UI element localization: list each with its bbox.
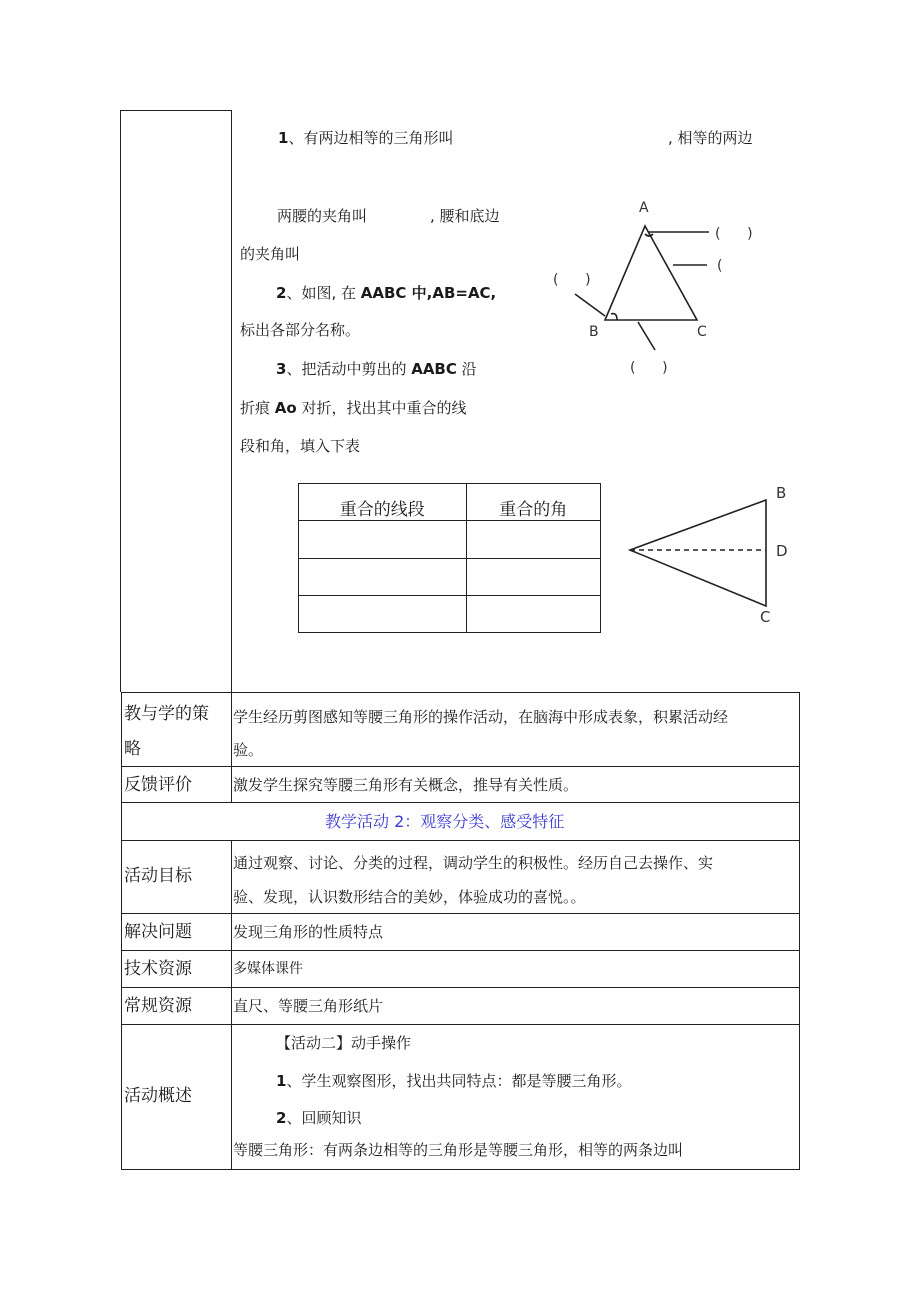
- problem-label: 解决问题: [124, 922, 192, 942]
- goal-text-l2: 验、发现，认识数形结合的美妙，体验成功的喜悦。。: [233, 888, 586, 906]
- feedback-label: 反馈评价: [124, 775, 192, 795]
- lower-table: [121, 692, 800, 1170]
- bracket-left: ( ): [553, 272, 591, 288]
- upper-divider: [231, 110, 232, 692]
- item3-bold: AABC: [411, 360, 457, 378]
- overlap-cell[interactable]: [466, 595, 600, 632]
- tech-resources-text: 多媒体课件: [233, 961, 303, 977]
- item2-num: 2: [276, 284, 287, 302]
- item3-line2-bold: Ao: [274, 399, 297, 417]
- tech-resources-label: 技术资源: [124, 959, 192, 979]
- item3-line2-b: 对折，找出其中重合的线: [296, 399, 467, 417]
- strategy-text-l1: 学生经历剪图感知等腰三角形的操作活动，在脑海中形成表象，积累活动经: [233, 708, 729, 726]
- item2-line2: 标出各部分名称。: [240, 321, 361, 339]
- overview-l2-num: 1: [276, 1072, 287, 1090]
- vertex-c2-label: C: [760, 608, 771, 626]
- strategy-text-l2: 验。: [233, 741, 264, 759]
- overlap-header-segments: 重合的线段: [299, 484, 467, 521]
- overview-l1: 【活动二】动手操作: [276, 1034, 412, 1052]
- item2-bold: AABC 中,AB=AC,: [360, 284, 497, 302]
- vertex-a-label: A: [639, 200, 649, 216]
- base-angle-mark: [611, 314, 617, 320]
- overlap-cell[interactable]: [299, 595, 467, 632]
- row-line: [121, 913, 800, 914]
- general-resources-text: 直尺、等腰三角形纸片: [233, 997, 384, 1015]
- item1-line: [278, 128, 453, 148]
- item3-line2-a: 折痕: [240, 399, 275, 417]
- item1-line3: 的夹角叫: [240, 245, 301, 263]
- row-line: [121, 1024, 800, 1025]
- problem-text: 发现三角形的性质特点: [233, 923, 384, 941]
- item1-text: 、有两边相等的三角形叫: [288, 129, 454, 147]
- overlap-cell[interactable]: [466, 521, 600, 558]
- triangle-bdc-outline: [630, 500, 766, 606]
- item1-line2-a: 两腰的夹角叫: [277, 207, 368, 225]
- general-resources-label: 常规资源: [124, 996, 192, 1016]
- vertex-d-label: D: [776, 542, 788, 560]
- item1-tail: , 相等的两边: [668, 129, 753, 147]
- lower-divider-a: [231, 692, 232, 802]
- goal-label: 活动目标: [124, 866, 192, 886]
- vertex-b2-label: B: [776, 484, 787, 502]
- overview-l2-text: 、学生观察图形，找出共同特点：都是等腰三角形。: [286, 1072, 632, 1090]
- item3-line2: [240, 398, 466, 418]
- row-line: [121, 987, 800, 988]
- bracket-apex: ( ): [715, 226, 753, 242]
- leader-left: [575, 294, 605, 316]
- overview-l3-text: 、回顾知识: [286, 1109, 362, 1127]
- item1-num: 1: [278, 129, 289, 147]
- goal-text-l1: 通过观察、讨论、分类的过程，调动学生的积极性。经历自己去操作、实: [233, 854, 714, 872]
- item3-num: 3: [276, 360, 287, 378]
- triangle-abc-outline: [605, 226, 697, 320]
- item1-line2-b: , 腰和底边: [430, 207, 500, 225]
- item3-line: [276, 359, 477, 379]
- triangle-abc-figure: [545, 190, 775, 380]
- item3-text: 、把活动中剪出的: [286, 360, 412, 378]
- strategy-label-l2: 略: [124, 739, 141, 759]
- overview-label: 活动概述: [124, 1086, 192, 1106]
- overlap-cell[interactable]: [466, 558, 600, 595]
- strategy-label-l1: 教与学的策: [124, 704, 209, 724]
- vertex-b-label: B: [589, 324, 599, 340]
- item2-text: 、如图, 在: [286, 284, 361, 302]
- row-line: [121, 766, 800, 767]
- leader-base: [638, 322, 655, 350]
- bracket-side: (: [717, 258, 723, 274]
- vertex-c-label: C: [697, 324, 707, 340]
- overview-l4: 等腰三角形：有两条边相等的三角形是等腰三角形，相等的两条边叫: [233, 1141, 684, 1159]
- lower-divider-b: [231, 840, 232, 1170]
- overlap-header-angles: 重合的角: [466, 484, 600, 521]
- overlap-table: [298, 483, 601, 633]
- overview-l3: [276, 1104, 361, 1132]
- feedback-text: 激发学生探究等腰三角形有关概念，推导有关性质。: [233, 776, 579, 794]
- row-line: [121, 840, 800, 841]
- overlap-cell[interactable]: [299, 558, 467, 595]
- item3-line3: 段和角，填入下表: [240, 437, 361, 455]
- row-line: [121, 950, 800, 951]
- item2-line: [276, 283, 496, 303]
- triangle-bdc-figure: [620, 478, 800, 633]
- item3-tail: 沿: [456, 360, 477, 378]
- overview-l3-num: 2: [276, 1109, 287, 1127]
- bracket-base: ( ): [630, 360, 668, 376]
- activity2-heading: 教学活动 2：观察分类、感受特征: [325, 812, 565, 831]
- row-line: [121, 802, 800, 803]
- overview-l2: [276, 1067, 631, 1095]
- upper-top-border: [120, 110, 232, 111]
- overlap-cell[interactable]: [299, 521, 467, 558]
- upper-left-border: [120, 110, 121, 692]
